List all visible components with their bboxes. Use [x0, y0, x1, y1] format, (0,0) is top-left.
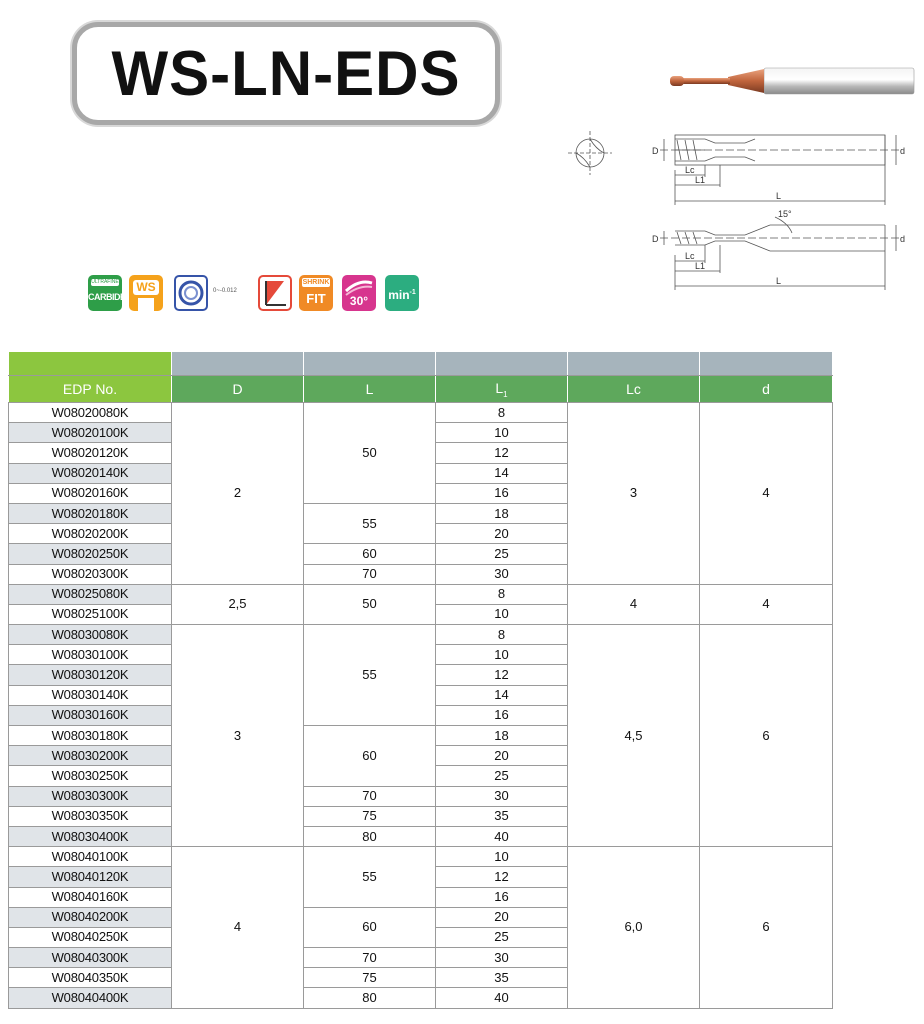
L1-cell: 10 [436, 604, 568, 624]
col-header-D: D [172, 376, 304, 403]
edp-cell: W08020120K [9, 443, 172, 463]
L-cell: 50 [304, 403, 436, 504]
d-cell: 6 [700, 847, 833, 1009]
L1-cell: 8 [436, 625, 568, 645]
edp-cell: W08040160K [9, 887, 172, 907]
L1-cell: 16 [436, 705, 568, 725]
d-cell: 4 [700, 584, 833, 624]
edp-cell: W08030140K [9, 685, 172, 705]
L-cell: 60 [304, 544, 436, 564]
L-cell: 55 [304, 625, 436, 726]
Lc-cell: 4 [568, 584, 700, 624]
L1-cell: 30 [436, 564, 568, 584]
L1-cell: 10 [436, 423, 568, 443]
L1-cell: 8 [436, 584, 568, 604]
dimension-diagram [560, 125, 924, 295]
col-header-d: d [700, 376, 833, 403]
edp-cell: W08030100K [9, 645, 172, 665]
col-header-L1: $L_1$ [436, 376, 568, 403]
Lc-cell: 6,0 [568, 847, 700, 1009]
spec-table [8, 351, 833, 1009]
edp-cell: W08030200K [9, 746, 172, 766]
L-cell: 80 [304, 988, 436, 1008]
edp-cell: W08020100K [9, 423, 172, 443]
L-cell: 50 [304, 584, 436, 624]
edp-cell: W08020200K [9, 524, 172, 544]
d-cell: 6 [700, 625, 833, 847]
L-cell: 60 [304, 726, 436, 787]
tolerance-label: 0~-0.012 [213, 288, 237, 294]
table-row [9, 847, 833, 867]
edp-cell: W08030300K [9, 786, 172, 806]
L-cell: 70 [304, 786, 436, 806]
dim-D-bottom: D [652, 234, 659, 244]
L1-cell: 25 [436, 927, 568, 947]
edp-cell: W08030120K [9, 665, 172, 685]
edp-cell: W08030080K [9, 625, 172, 645]
edp-cell: W08025100K [9, 604, 172, 624]
L1-cell: 16 [436, 887, 568, 907]
dim-L-bottom: L [776, 276, 782, 286]
dim-Lc-bottom: Lc [685, 251, 695, 261]
page-title: WS-LN-EDS [111, 38, 461, 109]
L-cell: 60 [304, 907, 436, 947]
helix-angle-icon: 30° [342, 275, 376, 311]
table-top-band [9, 352, 833, 376]
table-row [9, 403, 833, 423]
dim-d-bottom: d [900, 234, 906, 244]
L1-cell: 35 [436, 806, 568, 826]
edp-cell: W08020160K [9, 483, 172, 503]
edp-cell: W08030160K [9, 705, 172, 725]
L-cell: 80 [304, 826, 436, 846]
edp-cell: W08020180K [9, 503, 172, 523]
L1-cell: 14 [436, 463, 568, 483]
L1-cell: 12 [436, 867, 568, 887]
edp-cell: W08020080K [9, 403, 172, 423]
L1-cell: 12 [436, 665, 568, 685]
D-cell: 2 [172, 403, 304, 585]
L1-cell: 30 [436, 786, 568, 806]
edp-cell: W08025080K [9, 584, 172, 604]
shrink-fit-icon: SHRINK FIT [299, 275, 333, 311]
L1-cell: 40 [436, 988, 568, 1008]
edp-cell: W08030180K [9, 726, 172, 746]
ultrafine-carbide-icon: ULTRAFINE CARBIDE [88, 275, 122, 311]
edp-cell: W08040200K [9, 907, 172, 927]
L1-cell: 25 [436, 544, 568, 564]
table-header-row [9, 376, 833, 403]
L-cell: 55 [304, 503, 436, 543]
col-header-Lc: Lc [568, 376, 700, 403]
ws-coating-icon: WS [129, 275, 163, 311]
L1-cell: 20 [436, 907, 568, 927]
edp-cell: W08040250K [9, 927, 172, 947]
L1-cell: 12 [436, 443, 568, 463]
L1-cell: 16 [436, 483, 568, 503]
L1-cell: 25 [436, 766, 568, 786]
L1-cell: 10 [436, 645, 568, 665]
dim-L-top: L [776, 191, 782, 201]
L1-cell: 30 [436, 948, 568, 968]
L-cell: 70 [304, 948, 436, 968]
edp-cell: W08020300K [9, 564, 172, 584]
edp-cell: W08030350K [9, 806, 172, 826]
col-header-edp: EDP No. [9, 376, 172, 403]
d-cell: 4 [700, 403, 833, 585]
table-row [9, 625, 833, 645]
title-box [72, 22, 500, 125]
edp-cell: W08040100K [9, 847, 172, 867]
L-cell: 75 [304, 806, 436, 826]
edp-cell: W08040300K [9, 948, 172, 968]
edp-cell: W08040350K [9, 968, 172, 988]
L1-cell: 18 [436, 503, 568, 523]
Lc-cell: 3 [568, 403, 700, 585]
L-cell: 55 [304, 847, 436, 908]
dim-angle: 15° [778, 209, 792, 219]
L1-cell: 20 [436, 746, 568, 766]
L1-cell: 35 [436, 968, 568, 988]
L-cell: 75 [304, 968, 436, 988]
L1-cell: 20 [436, 524, 568, 544]
table-row [9, 584, 833, 604]
edp-cell: W08030250K [9, 766, 172, 786]
flute-section-icon [174, 275, 208, 311]
edp-cell: W08030400K [9, 826, 172, 846]
dim-L1-bottom: L1 [695, 261, 706, 271]
L1-cell: 10 [436, 847, 568, 867]
L1-cell: 14 [436, 685, 568, 705]
dim-d-top: d [900, 146, 906, 156]
L-cell: 70 [304, 564, 436, 584]
col-header-L: L [304, 376, 436, 403]
L1-cell: 40 [436, 826, 568, 846]
edp-cell: W08040120K [9, 867, 172, 887]
tool-photo-icon [668, 62, 918, 102]
Lc-cell: 4,5 [568, 625, 700, 847]
dim-Lc-top: Lc [685, 165, 695, 175]
dim-D-top: D [652, 146, 659, 156]
corner-edge-icon [258, 275, 292, 311]
L1-cell: 18 [436, 726, 568, 746]
D-cell: 3 [172, 625, 304, 847]
rpm-icon: $\min^{-1}$ [385, 275, 419, 311]
edp-cell: W08020250K [9, 544, 172, 564]
edp-cell: W08040400K [9, 988, 172, 1008]
D-cell: 2,5 [172, 584, 304, 624]
dim-L1-top: L1 [695, 175, 706, 185]
D-cell: 4 [172, 847, 304, 1009]
L1-cell: 8 [436, 403, 568, 423]
edp-cell: W08020140K [9, 463, 172, 483]
